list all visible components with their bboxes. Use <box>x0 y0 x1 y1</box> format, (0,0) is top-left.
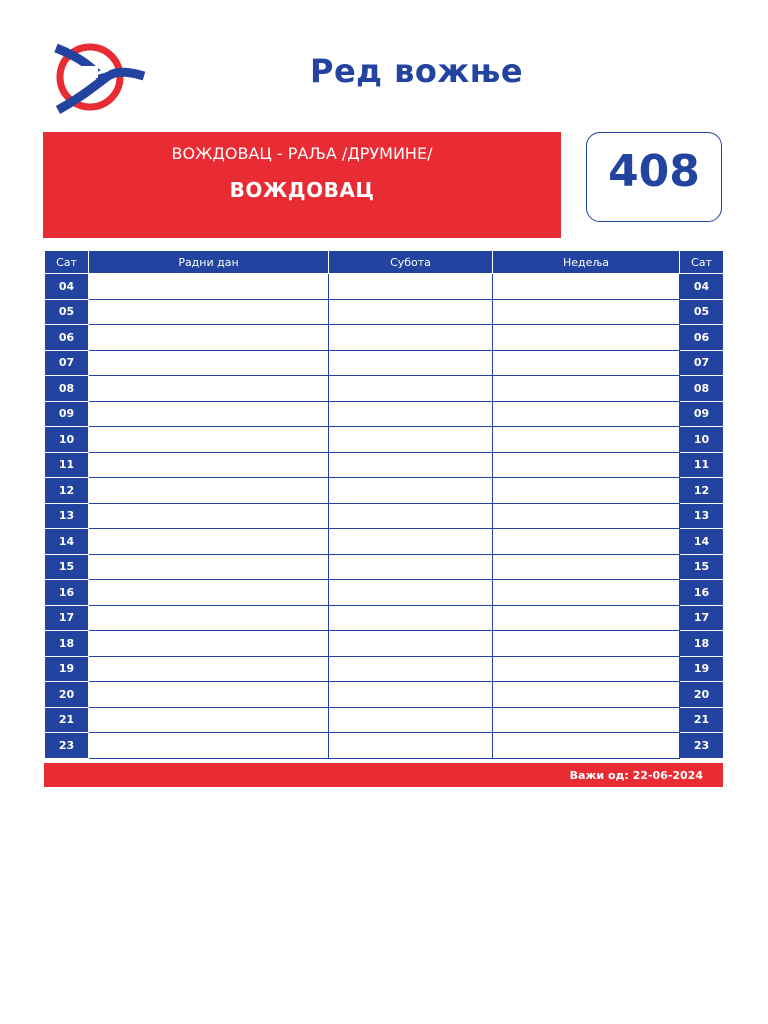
hour-label-left: 16 <box>45 580 89 606</box>
sunday-cell <box>493 682 680 708</box>
table-row <box>45 503 724 529</box>
hour-label-left: 14 <box>45 529 89 555</box>
saturday-cell <box>329 478 493 504</box>
saturday-cell <box>329 427 493 453</box>
hour-label-right: 12 <box>680 478 724 504</box>
saturday-cell <box>329 580 493 606</box>
table-row <box>45 401 724 427</box>
weekday-cell <box>89 427 329 453</box>
hour-label-right: 13 <box>680 503 724 529</box>
hour-label-left: 07 <box>45 350 89 376</box>
table-row <box>45 350 724 376</box>
weekday-cell <box>89 529 329 555</box>
weekday-cell <box>89 707 329 733</box>
hour-label-left: 06 <box>45 325 89 351</box>
weekday-cell <box>89 554 329 580</box>
weekday-cell <box>89 682 329 708</box>
saturday-cell <box>329 376 493 402</box>
saturday-cell <box>329 350 493 376</box>
weekday-cell <box>89 580 329 606</box>
timetable-header-row <box>45 251 724 274</box>
hour-label-right: 17 <box>680 605 724 631</box>
hour-label-left: 12 <box>45 478 89 504</box>
hour-label-left: 13 <box>45 503 89 529</box>
table-row <box>45 631 724 657</box>
hour-label-left: 23 <box>45 733 89 759</box>
column-header-saturday: Субота <box>329 251 493 274</box>
weekday-cell <box>89 299 329 325</box>
hour-label-right: 15 <box>680 554 724 580</box>
table-row <box>45 376 724 402</box>
table-row <box>45 554 724 580</box>
table-row <box>45 274 724 300</box>
sunday-cell <box>493 580 680 606</box>
sunday-cell <box>493 529 680 555</box>
transit-logo-icon <box>52 38 146 116</box>
weekday-cell <box>89 733 329 759</box>
hour-label-left: 10 <box>45 427 89 453</box>
sunday-cell <box>493 274 680 300</box>
hour-label-right: 11 <box>680 452 724 478</box>
saturday-cell <box>329 605 493 631</box>
column-header-sunday: Недеља <box>493 251 680 274</box>
weekday-cell <box>89 401 329 427</box>
table-row <box>45 529 724 555</box>
hour-label-right: 10 <box>680 427 724 453</box>
hour-label-left: 04 <box>45 274 89 300</box>
hour-label-left: 19 <box>45 656 89 682</box>
weekday-cell <box>89 631 329 657</box>
sunday-cell <box>493 478 680 504</box>
table-row <box>45 605 724 631</box>
table-row <box>45 656 724 682</box>
sunday-cell <box>493 452 680 478</box>
hour-label-left: 18 <box>45 631 89 657</box>
column-header-hour: Сат <box>45 251 89 274</box>
sunday-cell <box>493 325 680 351</box>
table-row <box>45 733 724 759</box>
valid-from-text: Важи од: 22-06-2024 <box>569 768 703 782</box>
hour-label-left: 21 <box>45 707 89 733</box>
hour-label-left: 08 <box>45 376 89 402</box>
saturday-cell <box>329 401 493 427</box>
weekday-cell <box>89 478 329 504</box>
weekday-cell <box>89 605 329 631</box>
route-name: ВОЖДОВАЦ - РАЉА /ДРУМИНЕ/ <box>171 144 433 163</box>
timetable <box>44 250 724 759</box>
table-row <box>45 580 724 606</box>
sunday-cell <box>493 299 680 325</box>
sunday-cell <box>493 707 680 733</box>
hour-label-left: 05 <box>45 299 89 325</box>
weekday-cell <box>89 376 329 402</box>
sunday-cell <box>493 350 680 376</box>
hour-label-right: 08 <box>680 376 724 402</box>
sunday-cell <box>493 427 680 453</box>
saturday-cell <box>329 274 493 300</box>
column-header-hour-right: Сат <box>680 251 724 274</box>
sunday-cell <box>493 401 680 427</box>
hour-label-left: 11 <box>45 452 89 478</box>
column-header-weekday: Радни дан <box>89 251 329 274</box>
hour-label-right: 14 <box>680 529 724 555</box>
saturday-cell <box>329 452 493 478</box>
table-row <box>45 682 724 708</box>
sunday-cell <box>493 733 680 759</box>
table-row <box>45 325 724 351</box>
table-row <box>45 427 724 453</box>
table-row <box>45 452 724 478</box>
saturday-cell <box>329 503 493 529</box>
hour-label-left: 15 <box>45 554 89 580</box>
saturday-cell <box>329 631 493 657</box>
weekday-cell <box>89 350 329 376</box>
saturday-cell <box>329 733 493 759</box>
saturday-cell <box>329 682 493 708</box>
table-row <box>45 299 724 325</box>
hour-label-right: 16 <box>680 580 724 606</box>
sunday-cell <box>493 605 680 631</box>
hour-label-right: 18 <box>680 631 724 657</box>
hour-label-right: 04 <box>680 274 724 300</box>
route-direction: ВОЖДОВАЦ <box>229 178 375 202</box>
hour-label-right: 05 <box>680 299 724 325</box>
weekday-cell <box>89 325 329 351</box>
hour-label-right: 21 <box>680 707 724 733</box>
saturday-cell <box>329 707 493 733</box>
line-number-badge: 408 <box>586 132 722 222</box>
table-row <box>45 478 724 504</box>
sunday-cell <box>493 656 680 682</box>
sunday-cell <box>493 503 680 529</box>
page-title: Ред вожње <box>310 52 524 90</box>
route-banner <box>43 132 561 238</box>
sunday-cell <box>493 376 680 402</box>
weekday-cell <box>89 274 329 300</box>
saturday-cell <box>329 554 493 580</box>
saturday-cell <box>329 299 493 325</box>
hour-label-left: 17 <box>45 605 89 631</box>
weekday-cell <box>89 656 329 682</box>
validity-footer <box>44 763 723 787</box>
sunday-cell <box>493 554 680 580</box>
hour-label-right: 23 <box>680 733 724 759</box>
hour-label-left: 09 <box>45 401 89 427</box>
weekday-cell <box>89 503 329 529</box>
weekday-cell <box>89 452 329 478</box>
hour-label-right: 09 <box>680 401 724 427</box>
saturday-cell <box>329 656 493 682</box>
table-row <box>45 707 724 733</box>
saturday-cell <box>329 325 493 351</box>
hour-label-right: 07 <box>680 350 724 376</box>
sunday-cell <box>493 631 680 657</box>
saturday-cell <box>329 529 493 555</box>
hour-label-right: 20 <box>680 682 724 708</box>
hour-label-left: 20 <box>45 682 89 708</box>
hour-label-right: 06 <box>680 325 724 351</box>
hour-label-right: 19 <box>680 656 724 682</box>
